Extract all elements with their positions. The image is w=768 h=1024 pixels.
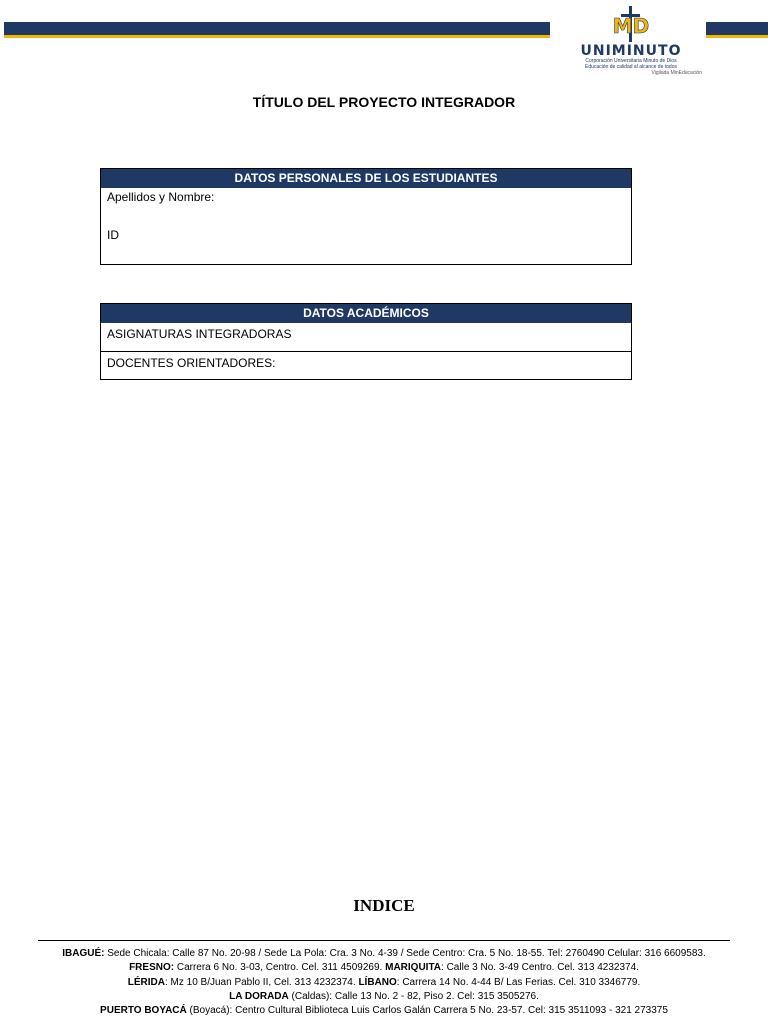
footer-line-4: LA DORADA (Caldas): Calle 13 No. 2 - 82, Piso 2. Cel: 315 3505276.	[229, 990, 539, 1002]
page-title: TÍTULO DEL PROYECTO INTEGRADOR	[252, 94, 516, 110]
personal-data-header: DATOS PERSONALES DE LOS ESTUDIANTES	[101, 169, 631, 188]
header-bar-right	[706, 22, 768, 35]
id-field[interactable]: ID	[107, 228, 119, 242]
logo-letters: MD	[612, 14, 650, 38]
footer-line-1: IBAGUÉ: Sede Chicala: Calle 87 No. 20-98 / Sede La Pola: Cra. 3 No. 4-39 / Sede Centro: Cra. 5 No. 18-55. Tel: 2760490 Celular: 316 6609583.	[62, 948, 706, 959]
academic-data-header: DATOS ACADÉMICOS	[101, 304, 631, 323]
header-bar-left	[4, 22, 550, 35]
footer-line-2: FRESNO: Carrera 6 No. 3-03, Centro. Cel. 311 4509269. MARIQUITA: Calle 3 No. 3-49 Centro. Cel. 313 4232374.	[129, 962, 639, 974]
academic-data-table	[100, 303, 632, 380]
footer-line-5: PUERTO BOYACÁ (Boyacá): Centro Cultural Biblioteca Luis Carlos Galán Carrera 5 No. 23-57. Cel: 315 3511093 - 321 273375	[100, 1005, 668, 1017]
logo-name: UNIMINUTO	[580, 43, 682, 59]
logo-tagline-1: Corporación Universitaria Minuto de Dios	[585, 58, 677, 64]
footer-addresses	[0, 947, 768, 1018]
uniminuto-logo	[556, 6, 706, 84]
name-field[interactable]: Apellidos y Nombre:	[107, 190, 215, 204]
teachers-field[interactable]: DOCENTES ORIENTADORES:	[101, 351, 631, 379]
logo-tagline-3: Vigilada MinEducación	[651, 70, 702, 76]
footer-line-3: LÉRIDA: Mz 10 B/Juan Pablo II, Cel. 313 4232374. LÍBANO: Carrera 14 No. 4-44 B/ Las Ferias. Cel. 310 3346779.	[127, 976, 641, 988]
personal-data-table	[100, 168, 632, 265]
subjects-field[interactable]: ASIGNATURAS INTEGRADORAS	[107, 327, 292, 341]
index-heading: INDICE	[353, 896, 415, 915]
footer-divider	[38, 940, 730, 941]
md-emblem-icon	[601, 6, 661, 42]
logo-tagline-2: Educación de calidad al alcance de todos	[584, 64, 677, 70]
